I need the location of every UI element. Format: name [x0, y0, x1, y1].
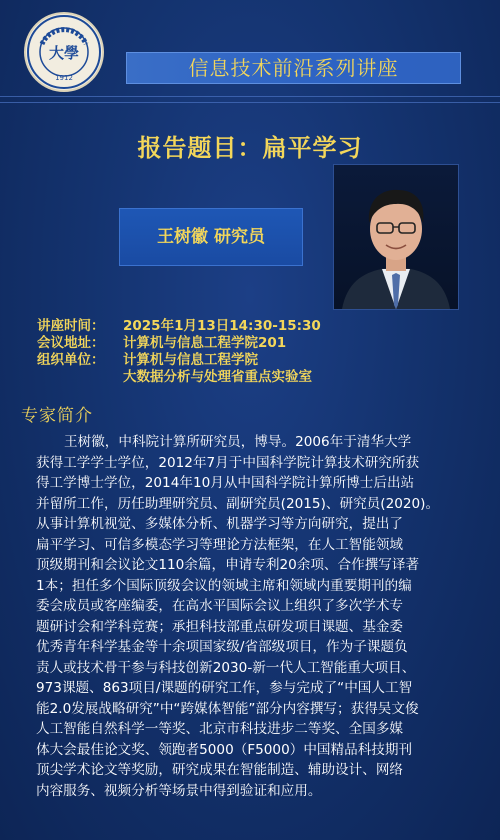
organizer-value-2: 大数据分析与处理省重点实验室: [123, 369, 312, 385]
report-title: 报告题目：扁平学习: [137, 134, 363, 162]
university-seal-icon: [26, 14, 102, 90]
place-label: 会议地址：: [37, 335, 105, 351]
bio-line: 体大会最佳论文奖、领跑者5000（F5000）中国精品科技期刊: [36, 741, 413, 758]
bio-line: 内容服务、视频分析等场景中得到验证和应用。: [36, 782, 322, 799]
place-value: 计算机与信息工程学院201: [123, 335, 287, 351]
bio-line: 人工智能自然科学一等奖、北京市科技进步二等奖、全国多媒: [36, 721, 404, 737]
speaker-photo: [333, 164, 459, 310]
time-value: 2025年1月13日14:30-15:30: [123, 318, 321, 334]
speaker-name-box: 王树徽 研究员: [119, 208, 303, 266]
bio-line: 委会成员或客座编委，在高水平国际会议上组织了多次学术专: [36, 598, 404, 614]
speaker-portrait-icon: [334, 165, 458, 309]
divider: [0, 96, 500, 97]
bio-heading: 专家简介: [21, 406, 93, 426]
bio-text: [36, 432, 468, 801]
bio-line: 1本；担任多个国际顶级会议的领域主席和领域内重要期刊的编: [36, 577, 412, 594]
bio-line: 优秀青年科学基金等十余项国家级/省部级项目，作为子课题负: [36, 639, 408, 655]
bio-line: 王树徽，中科院计算所研究员，博导。2006年于清华大学: [64, 434, 412, 450]
bio-line: 扁平学习、可信多模态学习等理论方法框架，在人工智能领域: [36, 536, 404, 553]
svg-text:1912: 1912: [55, 74, 73, 82]
bio-line: 从事计算机视觉、多媒体分析、机器学习等方向研究，提出了: [36, 516, 404, 532]
divider: [0, 102, 500, 103]
bio-line: 973课题、863项目/课题的研究工作，参与完成了“中国人工智: [36, 680, 413, 696]
lecture-series-banner: 信息技术前沿系列讲座: [126, 52, 461, 84]
organizer-value-1: 计算机与信息工程学院: [123, 352, 258, 368]
bio-line: 顶尖学术论文等奖励，研究成果在智能制造、辅助设计、网络: [36, 762, 404, 778]
bio-line: 顶级期刊和会议论文110余篇，申请专利20余项、合作撰写译著: [36, 557, 420, 573]
lecture-info: [37, 318, 321, 386]
bio-line: 得工学博士学位，2014年10月从中国科学院计算所博士后出站: [36, 475, 415, 491]
university-logo: [26, 14, 102, 90]
svg-text:大學: 大學: [48, 44, 80, 62]
time-label: 讲座时间：: [37, 318, 105, 334]
bio-line: 能2.0发展战略研究”中“跨媒体智能”部分内容撰写；获得吴文俊: [36, 700, 419, 717]
bio-line: 并留所工作，历任助理研究员、副研究员(2015)、研究员(2020)。: [36, 495, 440, 512]
organizer-label: 组织单位：: [37, 352, 105, 368]
bio-line: 获得工学学士学位，2012年7月于中国科学院计算技术研究所获: [36, 454, 420, 471]
bio-line: 责人或技术骨干参与科技创新2030-新一代人工智能重大项目、: [36, 659, 416, 676]
bio-line: 题研讨会和学科竞赛；承担科技部重点研发项目课题、基金委: [36, 618, 404, 635]
